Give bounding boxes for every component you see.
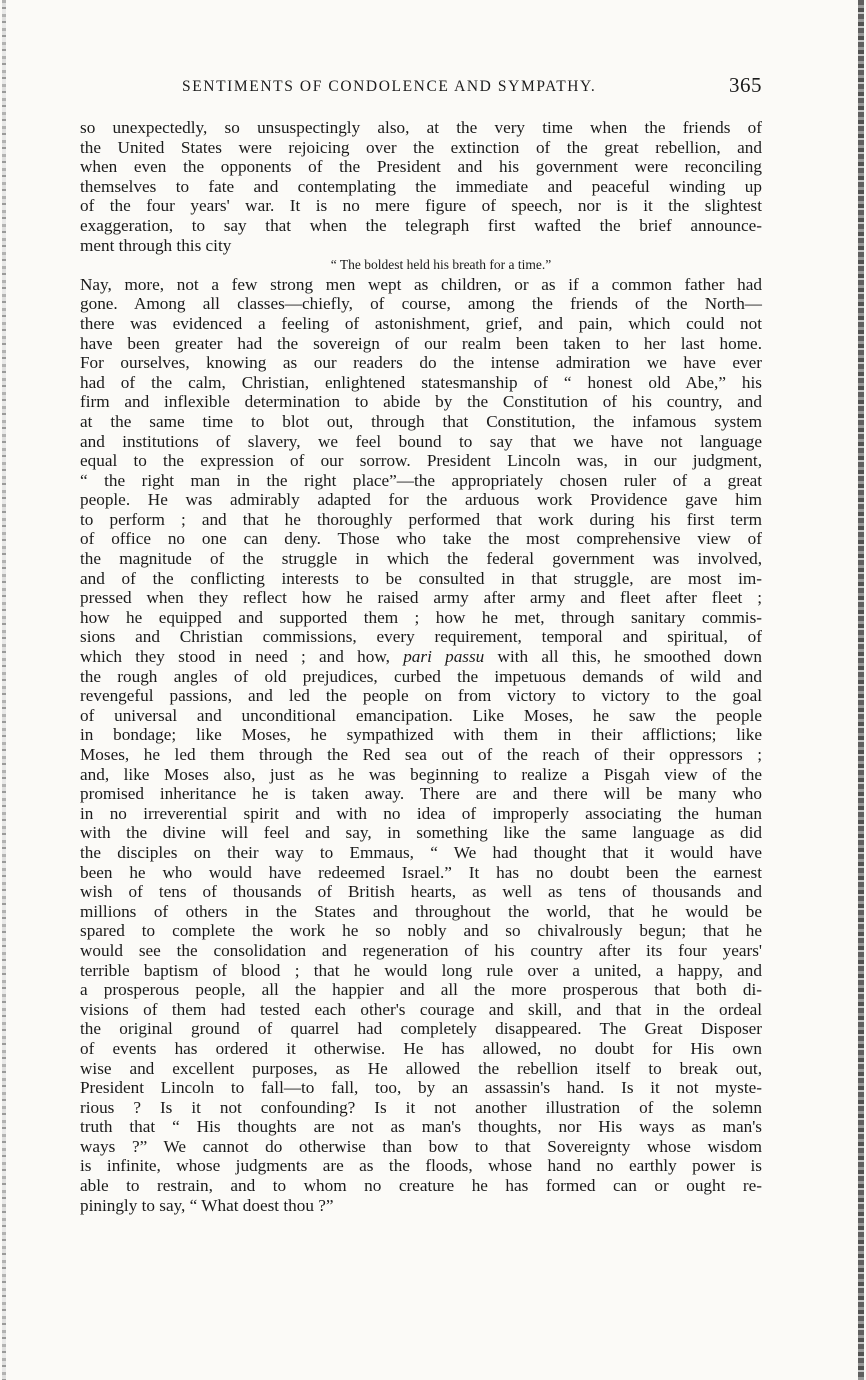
text-line: there was evidenced a feeling of astonishment, grief, and pain, which could not [80,313,762,333]
text-fragment: which they stood in need ; and how, [80,647,404,667]
text-line: would see the consolidation and regeneration of his country after its four years' [80,940,762,960]
text-line: of office no one can deny. Those who take the most comprehensive view of [80,529,762,549]
text-line: visions of them had tested each other's courage and skill, and that in the ordeal [80,999,762,1019]
text-line: truth that “ His thoughts are not as man's thoughts, nor His ways as man's [80,1117,762,1137]
text-line: with the divine will feel and say, in something like the same language as did [80,823,762,843]
text-line: revengeful passions, and led the people on from victory to victory to the goal [80,686,762,706]
text-line: have been greater had the sovereign of our realm been taken to her last home. [80,333,762,353]
text-line: in no irreverential spirit and with no idea of improperly associating the human [80,803,762,823]
text-line: a prosperous people, all the happier and all the more prosperous that both di- [80,980,762,1000]
page-header [80,73,762,100]
text-line: people. He was admirably adapted for the arduous work Providence gave him [80,490,762,510]
text-line: pressed when they reflect how he raised army after army and fleet after fleet ; [80,588,762,608]
page-edge-left [2,0,6,1380]
text-line: exaggeration, to say that when the telegraph first wafted the brief announce- [80,215,762,235]
text-line: and institutions of slavery, we feel bound to say that we have not language [80,431,762,451]
text-line: “ the right man in the right place”—the appropriately chosen ruler of a great [80,470,762,490]
text-line: Moses, he led them through the Red sea out of the reach of their oppressors ; [80,745,762,764]
text-line: sions and Christian commissions, every requirement, temporal and spiritual, of [80,627,762,647]
text-line: themselves to fate and contemplating the immediate and peaceful winding up [80,176,762,196]
text-line-pari-passu [80,647,762,667]
text-line: and, like Moses also, just as he was beginning to realize a Pisgah view of the [80,764,762,784]
text-line: piningly to say, “ What doest thou ?” [80,1195,334,1215]
text-line: ways ?” We cannot do otherwise than bow to that Sovereignty whose wisdom [80,1136,762,1156]
block-quote: “ The boldest held his breath for a time.” [330,257,552,273]
text-line: For ourselves, knowing as our readers do the intense admiration we have ever [80,353,762,373]
text-line: able to restrain, and to whom no creature he has formed can or ought re- [80,1176,762,1196]
text-line: the magnitude of the struggle in which the federal government was involved, [80,549,762,569]
text-line: President Lincoln to fall—to fall, too, by an assassin's hand. Is it not myste- [80,1078,762,1098]
text-line: equal to the expression of our sorrow. President Lincoln was, in our judgment, [80,451,762,471]
text-line: Nay, more, not a few strong men wept as children, or as if a common father had [80,274,762,294]
running-head: SENTIMENTS OF CONDOLENCE AND SYMPATHY. [182,78,597,95]
italic-phrase: pari passu [403,647,485,667]
text-line: rious ? Is it not confounding? Is it not another illustration of the solemn [80,1097,762,1117]
text-line: spared to complete the work he so nobly and so chivalrously begun; that he [80,921,762,941]
text-line: how he equipped and supported them ; how he met, through sanitary commis- [80,607,762,627]
text-line: of events has ordered it otherwise. He has allowed, no doubt for His own [80,1038,762,1058]
text-line: wise and excellent purposes, as He allowed the rebellion itself to break out, [80,1058,762,1078]
paragraph-continuation [80,118,762,255]
text-line: the rough angles of old prejudices, curbed the impetuous demands of wild and [80,666,762,686]
text-line: been he who would have redeemed Israel.” It has no doubt been the earnest [80,862,762,882]
text-line: promised inheritance he is taken away. There are and there will be many who [80,784,762,804]
text-line: to perform ; and that he thoroughly performed that work during his first term [80,509,762,529]
text-line: the disciples on their way to Emmaus, “ We had thought that it would have [80,842,762,862]
text-fragment: with all this, he smoothed down [484,647,763,667]
body-text [80,118,762,1215]
text-line: firm and inflexible determination to abide by the Constitution of his country, and [80,392,762,412]
text-line: when even the opponents of the President and his government were reconciling [80,157,762,177]
text-line: is infinite, whose judgments are as the floods, whose hand no earthly power is [80,1156,762,1176]
text-line: ment through this city [80,235,232,255]
page-edge-right [858,0,864,1380]
page-number: 365 [729,73,762,97]
text-line: millions of others in the States and throughout the world, that he would be [80,901,762,921]
text-line: of the four years' war. It is no mere figure of speech, nor is it the slightest [80,196,762,216]
text-line: wish of tens of thousands of British hearts, as well as tens of thousands and [80,882,762,902]
text-line: of universal and unconditional emancipation. Like Moses, he saw the people [80,705,762,725]
text-line: had of the calm, Christian, enlightened statesmanship of “ honest old Abe,” his [80,372,762,392]
text-line: the original ground of quarrel had completely disappeared. The Great Disposer [80,1019,762,1039]
text-line: and of the conflicting interests to be consulted in that struggle, are most im- [80,568,762,588]
text-line: the United States were rejoicing over the extinction of the great rebellion, and [80,137,762,157]
text-line: gone. Among all classes—chiefly, of course, among the friends of the North— [80,294,762,314]
text-line: in bondage; like Moses, he sympathized with them in their afflictions; like [80,725,762,745]
paragraph-main [80,275,762,1216]
text-line: terrible baptism of blood ; that he would long rule over a united, a happy, and [80,960,762,980]
text-line: so unexpectedly, so unsuspectingly also, at the very time when the friends of [80,118,762,137]
text-line: at the same time to blot out, through that Constitution, the infamous system [80,411,762,431]
